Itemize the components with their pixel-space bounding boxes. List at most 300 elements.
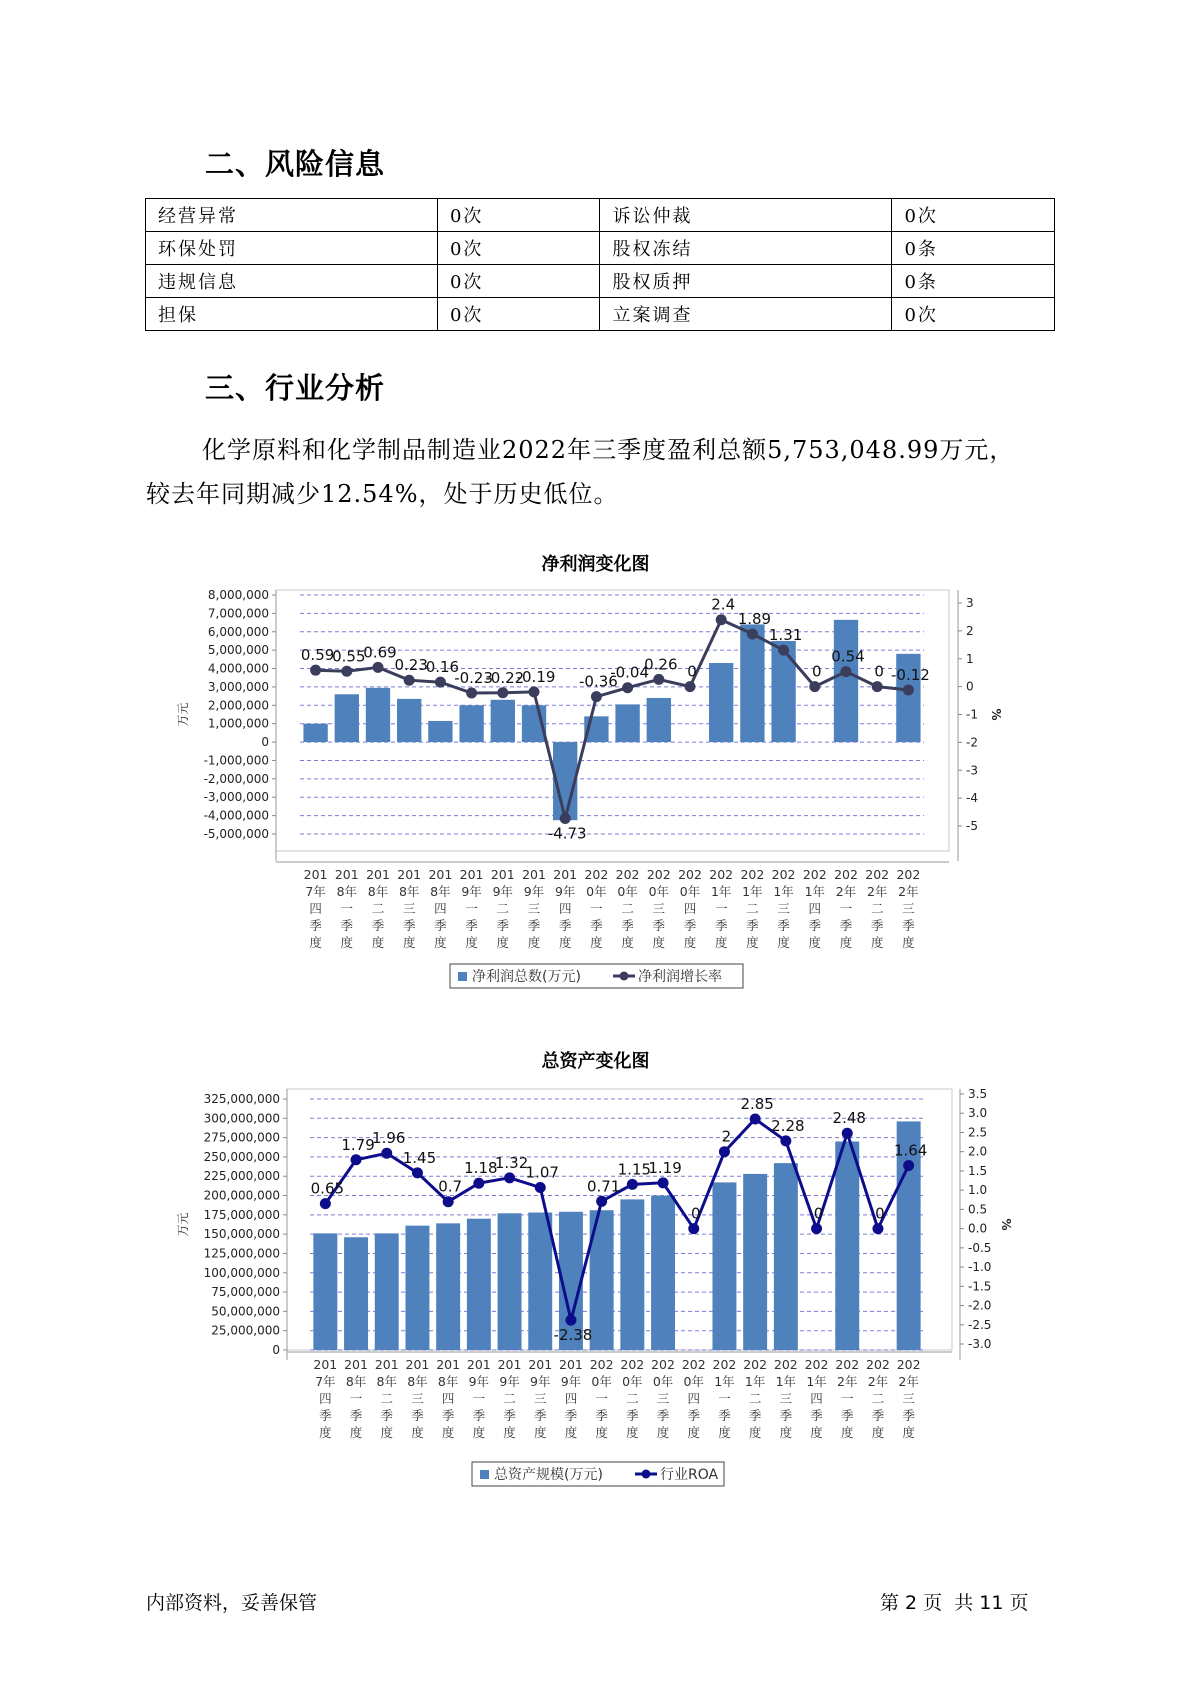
y2-axis-tick-label: 3 [966,596,974,610]
x-tick-label: 0年 [586,884,607,899]
x-tick-label: 202 [896,1357,921,1372]
bar-14 [743,1174,767,1350]
x-tick-label: 度 [839,935,853,950]
table-label-cell: 股权质押 [600,265,892,298]
rate-point [842,1128,853,1139]
bar-3 [405,1226,429,1350]
x-tick-label: 201 [313,1357,338,1372]
x-tick-label: 202 [835,1357,860,1372]
data-label: 2.4 [711,595,736,614]
y2-axis-tick-label: -2.5 [968,1317,992,1332]
x-tick-label: 1年 [775,1374,797,1389]
y-axis-tick-label: 125,000,000 [203,1246,280,1261]
y-axis-tick-label: 0 [272,1343,280,1357]
x-tick-label: 季 [527,918,541,933]
bar-17 [835,1141,859,1350]
x-tick-label: 202 [620,1357,645,1372]
section-title-risk: 二、风险信息 [205,147,386,181]
x-tick-label: 季 [840,1408,854,1423]
x-tick-label: 三 [777,901,790,916]
x-tick-label: 0年 [591,1374,612,1389]
data-label: 1.15 [617,1160,652,1179]
y-axis-tick-label: 275,000,000 [203,1130,280,1145]
data-label: -0.19 [516,667,556,686]
x-tick-label: 7年 [315,1374,336,1389]
data-label: 1.79 [341,1135,375,1154]
x-tick-label: 7年 [305,884,326,899]
data-label: 0 [874,662,884,681]
footer-page-number: 第 2 页 共 11 页 [880,1592,1029,1614]
x-tick-label: 度 [371,935,385,950]
x-tick-label: 201 [497,1357,522,1372]
table-value-cell: 0次 [437,298,600,331]
x-tick-label: 202 [866,1357,890,1372]
x-tick-label: 2年 [867,1374,889,1389]
x-tick-label: 季 [340,918,354,933]
legend-line-label: 行业ROA [660,1467,719,1483]
x-tick-label: 202 [651,1357,675,1372]
y2-axis-tick-label: -5 [966,819,978,833]
x-tick-label: 二 [746,901,759,916]
x-tick-label: 度 [465,935,478,950]
table-label-cell: 担保 [146,298,438,331]
data-label: -0.36 [578,672,618,691]
y-axis-tick-label: 8,000,000 [207,588,269,602]
y-axis-tick-label: 175,000,000 [203,1207,280,1222]
bar-10 [620,1199,644,1350]
x-tick-label: 季 [349,1408,363,1423]
x-tick-label: 202 [804,1357,829,1372]
x-tick-label: 季 [626,1408,639,1423]
section-title-industry: 三、行业分析 [205,371,386,405]
y-axis-tick-label: -1,000,000 [203,753,269,768]
x-tick-label: 度 [503,1425,516,1440]
data-label: 1.19 [648,1158,682,1177]
x-tick-label: 8年 [336,884,358,899]
x-tick-label: 201 [344,1357,368,1372]
x-tick-label: 二 [748,1391,762,1406]
x-tick-label: 季 [902,1408,915,1423]
x-tick-label: 季 [777,918,790,933]
x-tick-label: 度 [656,1425,670,1440]
legend-line-marker [642,1470,651,1479]
data-label: 2 [721,1127,732,1146]
x-tick-label: 一 [840,1391,854,1406]
x-tick-label: 201 [459,867,484,882]
x-tick-label: 季 [808,918,822,933]
x-tick-label: 度 [319,1425,332,1440]
x-tick-label: 二 [380,1391,394,1406]
table-value-cell: 0次 [437,232,600,265]
x-tick-label: 季 [714,918,728,933]
x-tick-label: 202 [771,867,796,882]
data-label: 0.16 [425,658,460,677]
x-tick-label: 季 [496,918,510,933]
x-tick-label: 一 [714,901,728,916]
x-tick-label: 季 [902,918,915,933]
legend-bar-swatch [480,1470,489,1479]
table-value-cell: 0条 [892,232,1055,265]
y-axis-tick-label: 200,000,000 [203,1188,280,1203]
x-tick-label: 度 [472,1425,486,1440]
x-tick-label: 一 [590,901,603,916]
x-tick-label: 度 [533,1425,547,1440]
y-axis-tick-label: 225,000,000 [203,1169,280,1184]
y2-axis-tick-label: 1.0 [968,1183,988,1198]
bar-7 [528,1213,552,1350]
bar-15 [774,1163,798,1350]
y2-axis-label: % [999,1218,1013,1231]
x-tick-label: 度 [402,935,416,950]
x-tick-label: 四 [441,1391,455,1406]
x-tick-label: 季 [434,918,447,933]
legend-bar-label: 总资产规模(万元) [494,1467,603,1483]
rate-point [750,1114,761,1125]
y-axis-tick-label: 7,000,000 [207,606,269,621]
x-tick-label: 季 [465,918,478,933]
table-label-cell: 立案调查 [600,298,892,331]
y-axis-tick-label: -2,000,000 [203,771,269,786]
x-tick-label: 8年 [398,884,420,899]
rate-point [351,1154,362,1165]
legend-bar-label: 净利润总数(万元) [472,969,581,985]
x-tick-label: 度 [349,1425,363,1440]
data-label: 0 [875,1204,885,1223]
x-tick-label: 季 [533,1408,547,1423]
x-tick-label: 季 [371,918,385,933]
y-axis-tick-label: -3,000,000 [203,790,269,805]
x-tick-label: 9年 [492,884,514,899]
data-label: 1.64 [893,1141,928,1160]
x-tick-label: 9年 [554,884,576,899]
x-tick-label: 四 [810,1391,823,1406]
y2-axis-tick-label: -4 [966,791,978,806]
x-tick-label: 202 [896,867,921,882]
legend-line-label: 净利润增长率 [638,969,722,985]
x-tick-label: 9年 [468,1374,490,1389]
x-tick-label: 202 [678,867,702,882]
x-tick-label: 度 [434,935,447,950]
bar-13 [712,1182,736,1350]
table-value-cell: 0条 [892,265,1055,298]
bar-6 [498,1213,522,1350]
x-tick-label: 度 [496,935,510,950]
y-axis-tick-label: 300,000,000 [203,1111,280,1126]
x-tick-label: 季 [309,918,322,933]
y2-axis-tick-label: 0 [966,679,974,694]
x-tick-label: 9年 [461,884,482,899]
data-label: 0.26 [644,655,678,674]
x-tick-label: 季 [779,1408,793,1423]
y-axis-tick-label: 150,000,000 [203,1227,280,1242]
x-tick-label: 度 [777,935,790,950]
data-label: 0.23 [394,656,428,675]
rate-point [780,1135,791,1146]
table-label-cell: 股权冻结 [600,232,892,265]
x-tick-label: 季 [810,1408,823,1423]
y2-axis-label: % [989,708,1003,721]
x-tick-label: 季 [621,918,634,933]
x-tick-label: 度 [564,1425,578,1440]
y2-axis-tick-label: 3.5 [968,1087,988,1101]
y-axis-tick-label: 100,000,000 [203,1265,280,1280]
industry-paragraph-line1: 化学原料和化学制品制造业2022年三季度盈利总额5,753,048.99万元， [202,436,1015,464]
x-tick-label: 季 [871,1408,885,1423]
x-tick-label: 1年 [714,1374,735,1389]
x-tick-label: 季 [503,1408,516,1423]
x-tick-label: 度 [718,1425,731,1440]
x-tick-label: 度 [746,935,759,950]
data-label: 0.55 [332,647,366,666]
rate-point [658,1177,669,1188]
y-axis-tick-label: 1,000,000 [207,716,269,731]
x-tick-label: 度 [309,935,322,950]
x-tick-label: 二 [626,1391,639,1406]
data-label: -0.12 [890,665,930,684]
bar-4 [436,1223,460,1350]
data-label: 1.89 [737,609,772,628]
x-tick-label: 三 [656,1391,670,1406]
x-tick-label: 2年 [837,1374,858,1389]
x-tick-label: 季 [441,1408,455,1423]
y2-axis-tick-label: -3.0 [968,1337,992,1351]
x-tick-label: 8年 [407,1374,428,1389]
x-tick-label: 8年 [345,1374,367,1389]
x-tick-label: 度 [810,1425,823,1440]
x-tick-label: 季 [683,918,697,933]
x-tick-label: 四 [309,901,322,916]
rate-point [811,1223,822,1234]
y2-axis-tick-label: 2.5 [968,1125,988,1140]
x-tick-label: 三 [652,901,666,916]
x-tick-label: 8年 [430,884,451,899]
x-tick-label: 201 [490,867,515,882]
bar-5 [467,1219,491,1350]
rate-point [565,1315,576,1326]
data-label: 2.85 [740,1095,774,1113]
x-tick-label: 季 [687,1408,701,1423]
y-axis-tick-label: -4,000,000 [203,808,269,823]
bar-11 [651,1196,675,1350]
data-label: 0 [690,1204,701,1223]
rate-point [412,1167,423,1178]
y-axis-tick-label: 3,000,000 [207,679,269,694]
x-tick-label: 度 [380,1425,394,1440]
x-tick-label: 四 [319,1391,332,1406]
x-tick-label: 201 [397,867,422,882]
x-tick-label: 1年 [744,1374,766,1389]
y-axis-tick-label: 250,000,000 [203,1149,280,1164]
x-tick-label: 一 [472,1391,486,1406]
y2-axis-tick-label: 2.0 [968,1144,988,1159]
y-axis-tick-label: 25,000,000 [211,1323,280,1338]
x-tick-label: 四 [558,901,572,916]
data-label: 0.54 [831,647,865,666]
x-tick-label: 201 [374,1357,399,1372]
x-tick-label: 度 [527,935,541,950]
x-tick-label: 三 [902,1391,915,1406]
bar-1 [344,1237,368,1350]
x-tick-label: 8年 [367,884,389,899]
x-tick-label: 201 [553,867,578,882]
industry-paragraph-line2: 较去年同期减少12.54%，处于历史低位。 [146,480,619,508]
x-tick-label: 度 [808,935,822,950]
table-value-cell: 0次 [892,298,1055,331]
y-axis-tick-label: 6,000,000 [207,624,269,639]
x-tick-label: 201 [559,1357,583,1372]
rate-point [596,1196,607,1207]
x-tick-label: 9年 [499,1374,520,1389]
x-tick-label: 四 [808,901,822,916]
x-tick-label: 度 [687,1425,701,1440]
data-label: -4.73 [547,824,587,843]
x-tick-label: 度 [558,935,572,950]
x-tick-label: 一 [340,901,354,916]
x-tick-label: 201 [405,1357,430,1372]
y2-axis-tick-label: 0.5 [968,1202,988,1217]
x-tick-label: 201 [466,1357,491,1372]
x-tick-label: 度 [683,935,697,950]
y-axis-tick-label: 2,000,000 [207,698,269,713]
x-tick-label: 季 [564,1408,578,1423]
x-tick-label: 度 [871,1425,885,1440]
x-tick-label: 1年 [710,884,732,899]
x-tick-label: 三 [533,1391,547,1406]
x-tick-label: 季 [558,918,572,933]
x-tick-label: 二 [371,901,385,916]
x-tick-label: 季 [402,918,416,933]
table-label-cell: 违规信息 [146,265,438,298]
y-axis-tick-label: 4,000,000 [207,661,269,676]
x-tick-label: 201 [528,1357,553,1372]
x-tick-label: 度 [626,1425,639,1440]
footer-confidential: 内部资料，妥善保管 [146,1592,318,1614]
x-tick-label: 201 [436,1357,461,1372]
bar-2 [375,1233,399,1350]
table-label-cell: 经营异常 [146,199,438,232]
table-value-cell: 0次 [437,199,600,232]
y-axis-tick-label: 5,000,000 [207,643,269,658]
x-tick-label: 201 [428,867,453,882]
x-tick-label: 二 [496,901,510,916]
y2-axis-tick-label: 0.0 [968,1221,988,1236]
y-axis-label: 万元 [176,1212,190,1237]
x-tick-label: 三 [411,1391,424,1406]
table-value-cell: 0次 [892,199,1055,232]
x-tick-label: 202 [615,867,640,882]
y2-axis-tick-label: -2.0 [968,1298,992,1313]
x-tick-label: 度 [840,1425,854,1440]
data-label: -2.38 [553,1326,593,1345]
data-label: 2.28 [771,1116,805,1135]
x-tick-label: 202 [802,867,827,882]
data-label: 1.96 [372,1129,406,1148]
y2-axis-tick-label: 3.0 [968,1106,988,1121]
y2-axis-tick-label: 2 [966,623,974,638]
x-tick-label: 度 [902,935,915,950]
x-tick-label: 季 [718,1408,731,1423]
data-label: -0.04 [610,663,650,682]
x-tick-label: 三 [402,901,416,916]
rate-point [627,1179,638,1190]
rate-point [872,1223,883,1234]
x-tick-label: 季 [748,1408,762,1423]
x-tick-label: 1年 [773,884,794,899]
x-tick-label: 1年 [742,884,763,899]
y-axis-tick-label: 325,000,000 [203,1092,280,1106]
x-tick-label: 度 [652,935,666,950]
y2-axis-tick-label: -2 [966,735,978,750]
rate-point [688,1223,699,1234]
data-label: 0.7 [438,1177,463,1196]
net-profit-chart-title: 净利润变化图 [541,554,650,575]
x-tick-label: 度 [441,1425,455,1440]
x-tick-label: 三 [527,901,541,916]
rate-point [320,1198,331,1209]
x-tick-label: 202 [865,867,890,882]
x-tick-label: 9年 [530,1374,551,1389]
x-tick-label: 0年 [622,1374,643,1389]
x-tick-label: 季 [870,918,884,933]
data-label: 2.48 [832,1109,866,1128]
x-tick-label: 0年 [679,884,701,899]
x-tick-label: 2年 [898,884,919,899]
x-tick-label: 度 [748,1425,762,1440]
table-value-cell: 0次 [437,265,600,298]
y-axis-tick-label: 75,000,000 [211,1285,280,1300]
y-axis-tick-label: 0 [261,735,269,750]
x-tick-label: 2年 [866,884,888,899]
y-axis-label: 万元 [176,702,190,727]
rate-point [719,1146,730,1157]
rate-point [381,1148,392,1159]
rate-point [903,1160,914,1171]
x-tick-label: 1年 [806,1374,827,1389]
data-label: 0.69 [363,643,397,662]
rate-point [443,1196,454,1207]
x-tick-label: 季 [656,1408,670,1423]
x-tick-label: 一 [349,1391,363,1406]
y2-axis-tick-label: -3 [966,763,978,778]
y2-axis-tick-label: -1 [966,707,978,722]
bar-0 [313,1233,337,1350]
data-label: 0 [812,662,822,681]
y2-axis-tick-label: -1.0 [968,1260,992,1275]
x-tick-label: 1年 [804,884,826,899]
x-tick-label: 202 [743,1357,768,1372]
y-axis-tick-label: -5,000,000 [203,827,269,841]
x-tick-label: 四 [687,1391,701,1406]
total-assets-chart-title: 总资产变化图 [541,1051,650,1072]
x-tick-label: 0年 [648,884,670,899]
data-label: 0 [687,662,697,681]
y2-axis-tick-label: 1 [966,651,974,666]
x-tick-label: 季 [319,1408,332,1423]
x-tick-label: 季 [380,1408,394,1423]
data-label: 1.32 [494,1153,529,1172]
x-tick-label: 季 [746,918,759,933]
data-label: 1.45 [402,1148,437,1167]
x-tick-label: 8年 [376,1374,397,1389]
x-tick-label: 度 [595,1425,608,1440]
x-tick-label: 9年 [560,1374,582,1389]
x-tick-label: 201 [522,867,546,882]
x-tick-label: 2年 [898,1374,919,1389]
x-tick-label: 9年 [523,884,545,899]
x-tick-label: 度 [714,935,728,950]
x-tick-label: 0年 [683,1374,704,1389]
x-tick-label: 度 [621,935,634,950]
